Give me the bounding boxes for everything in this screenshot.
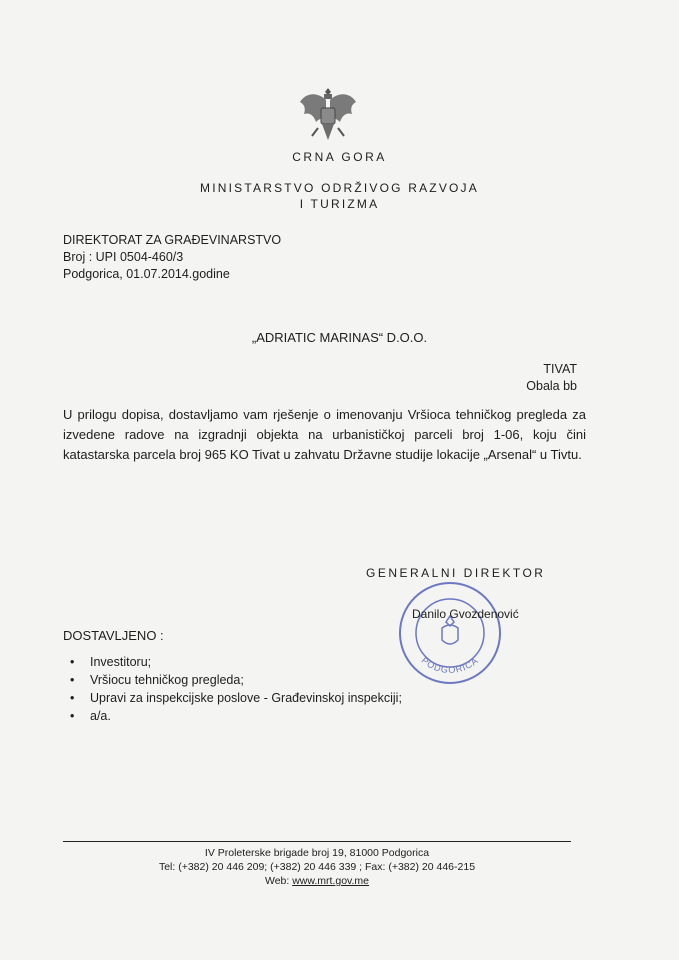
footer-web-label: Web: <box>264 875 293 887</box>
signature-title: GENERALNI DIREKTOR <box>366 566 546 580</box>
reference-number: Broj : UPI 0504-460/3 <box>63 250 184 264</box>
recipient-name: „ADRIATIC MARINAS“ D.O.O. <box>251 330 428 345</box>
recipient-address <box>526 361 577 395</box>
document-meta <box>63 232 281 283</box>
ministry-name <box>0 180 679 212</box>
distribution-list <box>70 653 402 725</box>
stamp-text: PODGORICA <box>419 655 481 676</box>
website-link[interactable]: www.mrt.gov.me <box>292 875 370 887</box>
recipient-street: Obala bb <box>526 379 577 393</box>
footer-address: IV Proleterske brigade broj 19, 81000 Podgorica <box>204 847 430 859</box>
footer <box>63 846 571 888</box>
coat-of-arms-icon <box>296 82 360 146</box>
directorate: DIREKTORAT ZA GRAĐEVINARSTVO <box>63 233 282 247</box>
list-item: • a/a. <box>70 707 402 725</box>
letter-body: U prilogu dopisa, dostavljamo vam rješenje o imenovanju Vršioca tehničkog pregleda za izvedene radove na izgradnji objekta na urbanističkoj parceli broj 1-06, koju čini katastarska parcela broj 965 KO Tivat u zahvatu Državne studije lokacije „Arsenal“ u Tivtu. <box>63 407 586 462</box>
footer-phones: Tel: (+382) 20 446 209; (+382) 20 446 339 ; Fax: (+382) 20 446-215 <box>158 861 476 873</box>
list-item: • Upravi za inspekcijske poslove - Građevinskoj inspekciji; <box>70 689 402 707</box>
recipient-city: TIVAT <box>543 362 577 376</box>
signatory-name: Danilo Gvozdenović <box>412 607 519 621</box>
ministry-line-1: MINISTARSTVO ODRŽIVOG RAZVOJA <box>200 181 479 195</box>
delivered-label: DOSTAVLJENO : <box>63 628 164 643</box>
ministry-line-2: I TURIZMA <box>299 197 380 211</box>
list-item: • Investitoru; <box>70 653 402 671</box>
place-date: Podgorica, 01.07.2014.godine <box>63 267 230 281</box>
footer-divider <box>63 841 571 842</box>
official-stamp-icon <box>395 578 505 688</box>
country-name: CRNA GORA <box>292 150 387 164</box>
footer-web <box>63 874 571 888</box>
list-item: • Vršiocu tehničkog pregleda; <box>70 671 402 689</box>
svg-text:PODGORICA <box>420 655 481 675</box>
